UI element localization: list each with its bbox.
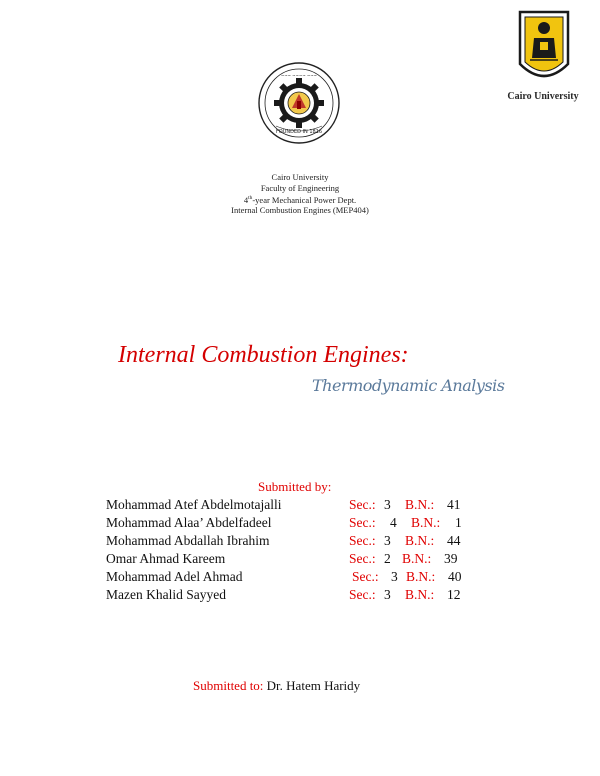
submitted-by-label: Submitted by:	[258, 479, 332, 494]
header-department: 4th-year Mechanical Power Dept.	[243, 194, 357, 205]
document-title: Internal Combustion Engines:	[118, 342, 409, 368]
student-name: Omar Ahmad Kareem	[106, 551, 226, 566]
header-faculty: Faculty of Engineering	[260, 182, 340, 193]
student-row: Mohammad Atef Abdelmotajalli Sec.: 3 B.N.: 41	[106, 497, 461, 512]
header-course: Internal Combustion Engines (MEP404)	[231, 205, 369, 216]
document-subtitle: Thermodynamic Analysis	[312, 376, 505, 395]
student-row: Mohammad Abdallah Ibrahim Sec.: 3 B.N.: 44	[106, 533, 461, 548]
header-university: Cairo University	[271, 172, 329, 182]
student-name: Mohammad Alaa’ Abdelfadeel	[106, 515, 272, 530]
submitted-to-name: Dr. Hatem Haridy	[266, 678, 361, 693]
student-name: Mohammad Atef Abdelmotajalli	[106, 497, 282, 512]
seal-founded-text: FOUNDED IN 1816	[275, 129, 323, 135]
student-name: Mohammad Abdallah Ibrahim	[106, 533, 270, 548]
student-name: Mohammad Adel Ahmad	[106, 569, 243, 584]
student-row: Mazen Khalid Sayyed Sec.: 3 B.N.: 12	[106, 587, 461, 602]
student-row: Omar Ahmad Kareem Sec.: 2 B.N.: 39	[106, 551, 458, 566]
svg-text:~~~ ~~~~ ~~~: ~~~ ~~~~ ~~~	[280, 73, 318, 78]
student-row: Mohammad Alaa’ Abdelfadeel Sec.: 4 B.N.: 1	[106, 515, 462, 530]
cairo-university-logo	[516, 8, 572, 88]
student-name: Mazen Khalid Sayyed	[106, 587, 226, 602]
student-row: Mohammad Adel Ahmad Sec.: 3 B.N.: 40	[106, 569, 462, 584]
submitted-to-label: Submitted to:	[193, 678, 264, 693]
faculty-seal-logo	[258, 62, 340, 144]
document-header	[150, 172, 450, 216]
submitted-to	[193, 678, 360, 694]
university-name-label: Cairo University	[507, 91, 579, 102]
